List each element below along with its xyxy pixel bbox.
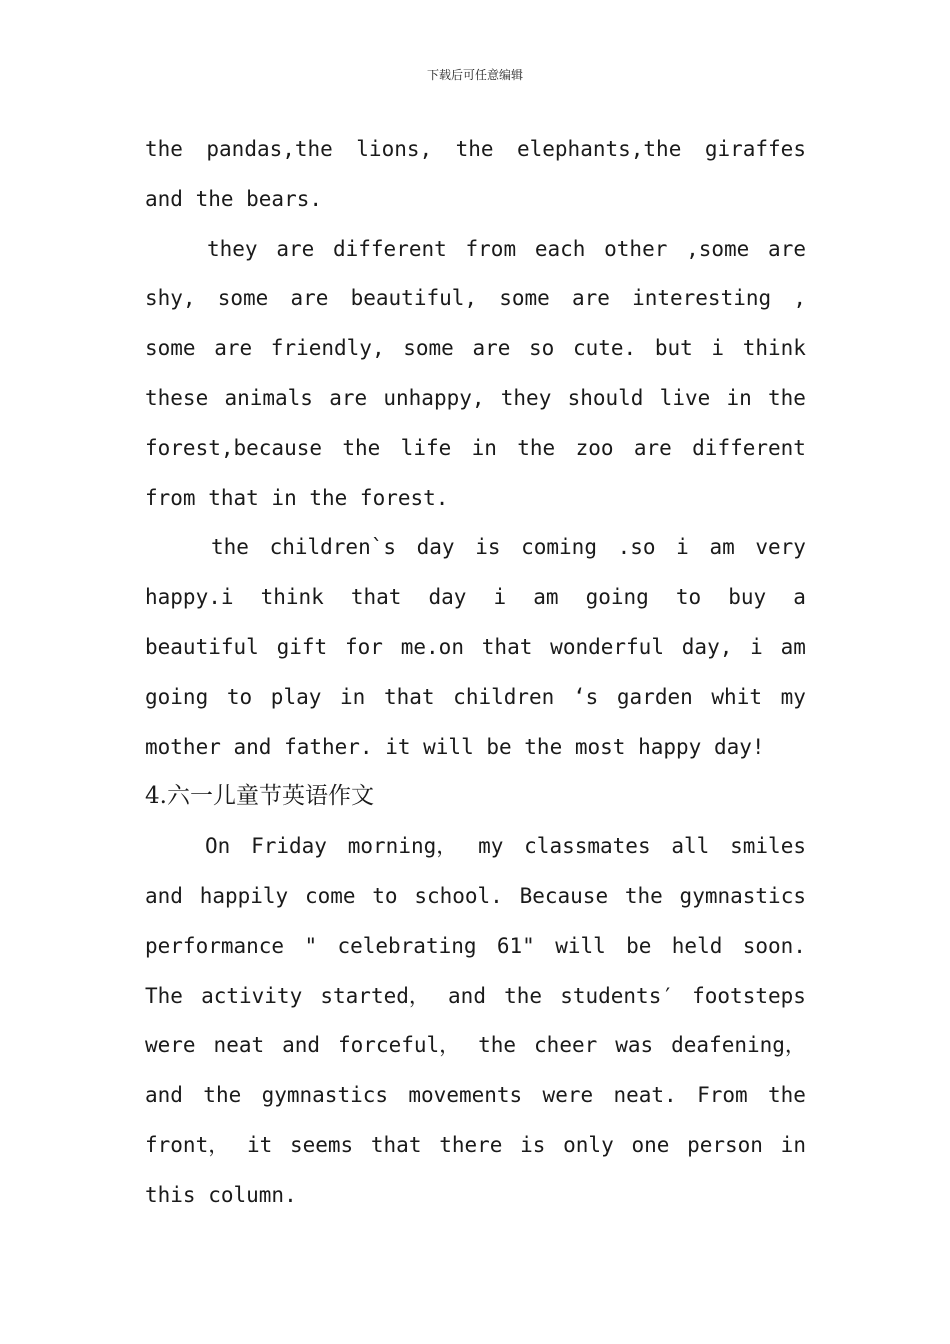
paragraph-line: these animals are unhappy, they should live in the bbox=[145, 385, 806, 410]
paragraph-line: and the bears. bbox=[145, 186, 323, 211]
paragraph-line: from that in the forest. bbox=[145, 485, 449, 510]
paragraph-line: beautiful gift for me.on that wonderful day, i am bbox=[145, 634, 806, 659]
document-body bbox=[145, 125, 806, 1221]
paragraph-line: they are different from each other ,some are bbox=[207, 236, 806, 261]
page-header: 下载后可任意编辑 bbox=[426, 68, 523, 82]
paragraph-line: On Friday morning， my classmates all smiles bbox=[205, 834, 806, 859]
paragraph-line: shy, some are beautiful, some are interesting , bbox=[145, 286, 806, 311]
paragraph-line: performance " celebrating 61" will be held soon. bbox=[145, 933, 806, 958]
paragraph-line: forest,because the life in the zoo are different bbox=[145, 435, 806, 460]
paragraph-line: and the gymnastics movements were neat. From the bbox=[145, 1083, 806, 1108]
paragraph-line: the pandas,the lions, the elephants,the giraffes bbox=[145, 137, 806, 161]
paragraph-line: happy.i think that day i am going to buy a bbox=[145, 585, 806, 610]
paragraph-line: were neat and forceful， the cheer was deafening， bbox=[145, 1033, 806, 1058]
paragraph-line: The activity started， and the students′ footsteps bbox=[145, 983, 806, 1008]
paragraph-line: going to play in that children ‘s garden whit my bbox=[145, 684, 806, 709]
paragraph-line: this column. bbox=[145, 1182, 297, 1207]
paragraph-line: and happily come to school. Because the gymnastics bbox=[145, 883, 806, 908]
paragraph-line: front， it seems that there is only one person in bbox=[145, 1132, 806, 1157]
section-heading: 4.六一儿童节英语作文 bbox=[145, 783, 374, 810]
paragraph-line: some are friendly, some are so cute. but i think bbox=[145, 336, 806, 361]
paragraph-line: the children`s day is coming .so i am very bbox=[211, 535, 806, 560]
paragraph-line: mother and father. it will be the most happy day! bbox=[145, 734, 765, 759]
